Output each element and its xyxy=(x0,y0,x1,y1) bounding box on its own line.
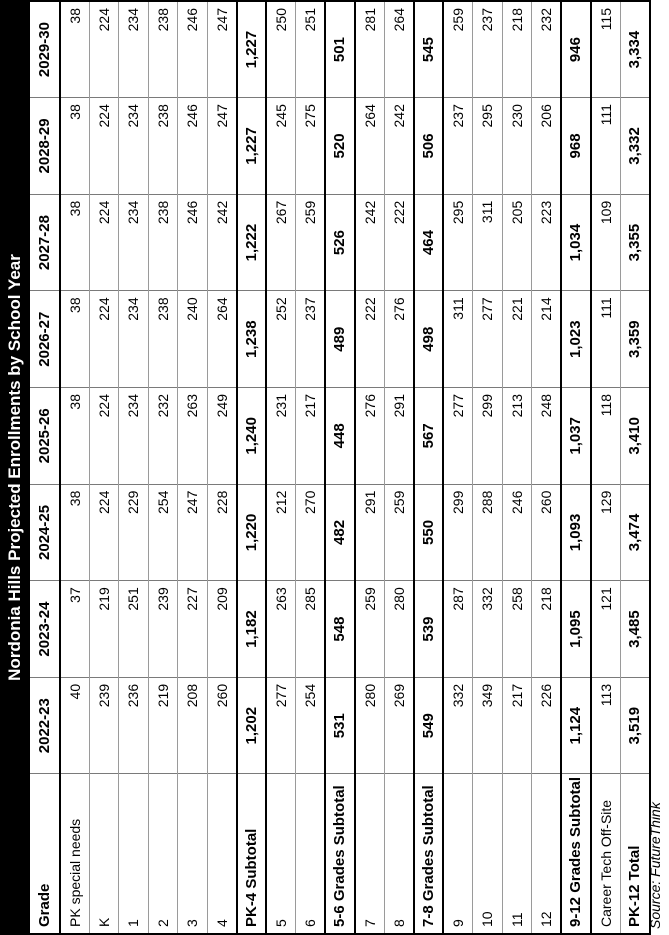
cell-value: 349 xyxy=(473,677,503,774)
cell-value: 251 xyxy=(119,581,149,678)
table-row xyxy=(591,1,621,934)
header-year: 2024-25 xyxy=(30,484,60,581)
cell-value: 1,095 xyxy=(561,581,591,678)
cell-value: 236 xyxy=(119,677,149,774)
row-label: 11 xyxy=(502,774,532,934)
cell-value: 118 xyxy=(591,388,621,485)
cell-value: 264 xyxy=(355,98,385,195)
cell-value: 260 xyxy=(532,484,562,581)
table-row xyxy=(60,1,90,934)
cell-value: 239 xyxy=(89,677,119,774)
cell-value: 113 xyxy=(591,677,621,774)
cell-value: 109 xyxy=(591,194,621,291)
cell-value: 1,124 xyxy=(561,677,591,774)
cell-value: 260 xyxy=(207,677,237,774)
cell-value: 539 xyxy=(414,581,444,678)
header-row xyxy=(30,1,60,934)
cell-value: 506 xyxy=(414,98,444,195)
cell-value: 287 xyxy=(443,581,473,678)
table-body xyxy=(60,1,650,934)
subtotal-row xyxy=(414,1,444,934)
row-label: PK-12 Total xyxy=(620,774,650,934)
cell-value: 3,474 xyxy=(620,484,650,581)
cell-value: 1,238 xyxy=(237,291,267,388)
cell-value: 276 xyxy=(355,388,385,485)
cell-value: 277 xyxy=(443,388,473,485)
row-label: PK-4 Subtotal xyxy=(237,774,267,934)
cell-value: 37 xyxy=(60,581,90,678)
cell-value: 248 xyxy=(532,388,562,485)
cell-value: 228 xyxy=(207,484,237,581)
cell-value: 267 xyxy=(266,194,296,291)
row-label: 3 xyxy=(178,774,208,934)
cell-value: 229 xyxy=(119,484,149,581)
header-year: 2027-28 xyxy=(30,194,60,291)
row-label: 8 xyxy=(384,774,414,934)
cell-value: 1,034 xyxy=(561,194,591,291)
cell-value: 259 xyxy=(384,484,414,581)
row-label: K xyxy=(89,774,119,934)
cell-value: 549 xyxy=(414,677,444,774)
cell-value: 277 xyxy=(473,291,503,388)
table-row xyxy=(207,1,237,934)
cell-value: 218 xyxy=(502,1,532,98)
source-name: FutureThink xyxy=(647,802,663,877)
cell-value: 250 xyxy=(266,1,296,98)
cell-value: 254 xyxy=(148,484,178,581)
cell-value: 1,023 xyxy=(561,291,591,388)
header-year: 2025-26 xyxy=(30,388,60,485)
cell-value: 311 xyxy=(443,291,473,388)
row-label: 2 xyxy=(148,774,178,934)
cell-value: 246 xyxy=(178,98,208,195)
subtotal-row xyxy=(561,1,591,934)
row-label: 10 xyxy=(473,774,503,934)
cell-value: 40 xyxy=(60,677,90,774)
cell-value: 234 xyxy=(119,291,149,388)
cell-value: 208 xyxy=(178,677,208,774)
cell-value: 3,355 xyxy=(620,194,650,291)
row-label: 12 xyxy=(532,774,562,934)
cell-value: 226 xyxy=(532,677,562,774)
cell-value: 3,334 xyxy=(620,1,650,98)
header-grade: Grade xyxy=(30,774,60,934)
cell-value: 246 xyxy=(502,484,532,581)
cell-value: 280 xyxy=(355,677,385,774)
cell-value: 111 xyxy=(591,291,621,388)
cell-value: 1,240 xyxy=(237,388,267,485)
cell-value: 531 xyxy=(325,677,355,774)
cell-value: 38 xyxy=(60,484,90,581)
cell-value: 1,182 xyxy=(237,581,267,678)
cell-value: 239 xyxy=(148,581,178,678)
table-row xyxy=(355,1,385,934)
source-note xyxy=(647,802,663,929)
cell-value: 222 xyxy=(355,291,385,388)
cell-value: 281 xyxy=(355,1,385,98)
cell-value: 224 xyxy=(89,194,119,291)
cell-value: 259 xyxy=(296,194,326,291)
cell-value: 295 xyxy=(473,98,503,195)
cell-value: 489 xyxy=(325,291,355,388)
row-label: 4 xyxy=(207,774,237,934)
cell-value: 240 xyxy=(178,291,208,388)
cell-value: 269 xyxy=(384,677,414,774)
cell-value: 299 xyxy=(473,388,503,485)
cell-value: 3,359 xyxy=(620,291,650,388)
row-label: 5-6 Grades Subtotal xyxy=(325,774,355,934)
cell-value: 3,519 xyxy=(620,677,650,774)
cell-value: 545 xyxy=(414,1,444,98)
cell-value: 242 xyxy=(207,194,237,291)
table-row xyxy=(443,1,473,934)
cell-value: 218 xyxy=(532,581,562,678)
cell-value: 276 xyxy=(384,291,414,388)
cell-value: 212 xyxy=(266,484,296,581)
cell-value: 237 xyxy=(473,1,503,98)
cell-value: 263 xyxy=(178,388,208,485)
row-label: 1 xyxy=(119,774,149,934)
cell-value: 224 xyxy=(89,484,119,581)
cell-value: 254 xyxy=(296,677,326,774)
table-row xyxy=(532,1,562,934)
cell-value: 238 xyxy=(148,194,178,291)
total-row xyxy=(620,1,650,934)
cell-value: 217 xyxy=(502,677,532,774)
cell-value: 548 xyxy=(325,581,355,678)
cell-value: 280 xyxy=(384,581,414,678)
cell-value: 234 xyxy=(119,1,149,98)
cell-value: 526 xyxy=(325,194,355,291)
row-label: PK special needs xyxy=(60,774,90,934)
cell-value: 217 xyxy=(296,388,326,485)
cell-value: 264 xyxy=(207,291,237,388)
table-row xyxy=(266,1,296,934)
cell-value: 222 xyxy=(384,194,414,291)
cell-value: 567 xyxy=(414,388,444,485)
cell-value: 299 xyxy=(443,484,473,581)
cell-value: 251 xyxy=(296,1,326,98)
cell-value: 224 xyxy=(89,1,119,98)
cell-value: 295 xyxy=(443,194,473,291)
cell-value: 221 xyxy=(502,291,532,388)
cell-value: 246 xyxy=(178,194,208,291)
subtotal-row xyxy=(237,1,267,934)
cell-value: 3,485 xyxy=(620,581,650,678)
cell-value: 234 xyxy=(119,388,149,485)
cell-value: 246 xyxy=(178,1,208,98)
table-row xyxy=(119,1,149,934)
cell-value: 3,410 xyxy=(620,388,650,485)
cell-value: 232 xyxy=(148,388,178,485)
cell-value: 238 xyxy=(148,98,178,195)
header-year: 2022-23 xyxy=(30,677,60,774)
header-year: 2029-30 xyxy=(30,1,60,98)
row-label: 7 xyxy=(355,774,385,934)
cell-value: 205 xyxy=(502,194,532,291)
cell-value: 1,222 xyxy=(237,194,267,291)
cell-value: 275 xyxy=(296,98,326,195)
cell-value: 111 xyxy=(591,98,621,195)
cell-value: 238 xyxy=(148,1,178,98)
row-label: 6 xyxy=(296,774,326,934)
source-prefix: Source: xyxy=(647,876,663,929)
cell-value: 1,220 xyxy=(237,484,267,581)
cell-value: 242 xyxy=(355,194,385,291)
cell-value: 252 xyxy=(266,291,296,388)
row-label: 9 xyxy=(443,774,473,934)
row-label: 7-8 Grades Subtotal xyxy=(414,774,444,934)
cell-value: 231 xyxy=(266,388,296,485)
cell-value: 219 xyxy=(148,677,178,774)
enrollment-table xyxy=(30,0,651,935)
table-row xyxy=(296,1,326,934)
cell-value: 213 xyxy=(502,388,532,485)
cell-value: 247 xyxy=(178,484,208,581)
cell-value: 550 xyxy=(414,484,444,581)
cell-value: 121 xyxy=(591,581,621,678)
table-row xyxy=(502,1,532,934)
cell-value: 227 xyxy=(178,581,208,678)
cell-value: 259 xyxy=(355,581,385,678)
cell-value: 946 xyxy=(561,1,591,98)
cell-value: 1,093 xyxy=(561,484,591,581)
header-year: 2026-27 xyxy=(30,291,60,388)
cell-value: 224 xyxy=(89,98,119,195)
cell-value: 214 xyxy=(532,291,562,388)
cell-value: 247 xyxy=(207,98,237,195)
table-row xyxy=(473,1,503,934)
cell-value: 291 xyxy=(355,484,385,581)
table-row xyxy=(178,1,208,934)
cell-value: 332 xyxy=(473,581,503,678)
cell-value: 242 xyxy=(384,98,414,195)
cell-value: 3,332 xyxy=(620,98,650,195)
cell-value: 245 xyxy=(266,98,296,195)
cell-value: 247 xyxy=(207,1,237,98)
cell-value: 38 xyxy=(60,388,90,485)
cell-value: 482 xyxy=(325,484,355,581)
header-year: 2023-24 xyxy=(30,581,60,678)
cell-value: 332 xyxy=(443,677,473,774)
cell-value: 501 xyxy=(325,1,355,98)
cell-value: 237 xyxy=(296,291,326,388)
cell-value: 291 xyxy=(384,388,414,485)
subtotal-row xyxy=(325,1,355,934)
cell-value: 464 xyxy=(414,194,444,291)
cell-value: 1,227 xyxy=(237,98,267,195)
cell-value: 38 xyxy=(60,1,90,98)
cell-value: 270 xyxy=(296,484,326,581)
table-title: Nordonia Hills Projected Enrollments by School Year xyxy=(0,0,30,935)
cell-value: 38 xyxy=(60,98,90,195)
table-row xyxy=(384,1,414,934)
cell-value: 224 xyxy=(89,388,119,485)
cell-value: 230 xyxy=(502,98,532,195)
cell-value: 209 xyxy=(207,581,237,678)
cell-value: 115 xyxy=(591,1,621,98)
cell-value: 237 xyxy=(443,98,473,195)
cell-value: 1,202 xyxy=(237,677,267,774)
cell-value: 968 xyxy=(561,98,591,195)
cell-value: 206 xyxy=(532,98,562,195)
row-label: Career Tech Off-Site xyxy=(591,774,621,934)
cell-value: 264 xyxy=(384,1,414,98)
cell-value: 288 xyxy=(473,484,503,581)
cell-value: 223 xyxy=(532,194,562,291)
table-row xyxy=(89,1,119,934)
cell-value: 1,037 xyxy=(561,388,591,485)
cell-value: 498 xyxy=(414,291,444,388)
cell-value: 1,227 xyxy=(237,1,267,98)
cell-value: 38 xyxy=(60,291,90,388)
cell-value: 277 xyxy=(266,677,296,774)
cell-value: 448 xyxy=(325,388,355,485)
cell-value: 285 xyxy=(296,581,326,678)
row-label: 9-12 Grades Subtotal xyxy=(561,774,591,934)
cell-value: 238 xyxy=(148,291,178,388)
cell-value: 234 xyxy=(119,194,149,291)
cell-value: 263 xyxy=(266,581,296,678)
cell-value: 258 xyxy=(502,581,532,678)
cell-value: 38 xyxy=(60,194,90,291)
cell-value: 219 xyxy=(89,581,119,678)
cell-value: 249 xyxy=(207,388,237,485)
header-year: 2028-29 xyxy=(30,98,60,195)
table-row xyxy=(148,1,178,934)
cell-value: 520 xyxy=(325,98,355,195)
cell-value: 232 xyxy=(532,1,562,98)
cell-value: 129 xyxy=(591,484,621,581)
row-label: 5 xyxy=(266,774,296,934)
cell-value: 259 xyxy=(443,1,473,98)
cell-value: 224 xyxy=(89,291,119,388)
cell-value: 311 xyxy=(473,194,503,291)
cell-value: 234 xyxy=(119,98,149,195)
